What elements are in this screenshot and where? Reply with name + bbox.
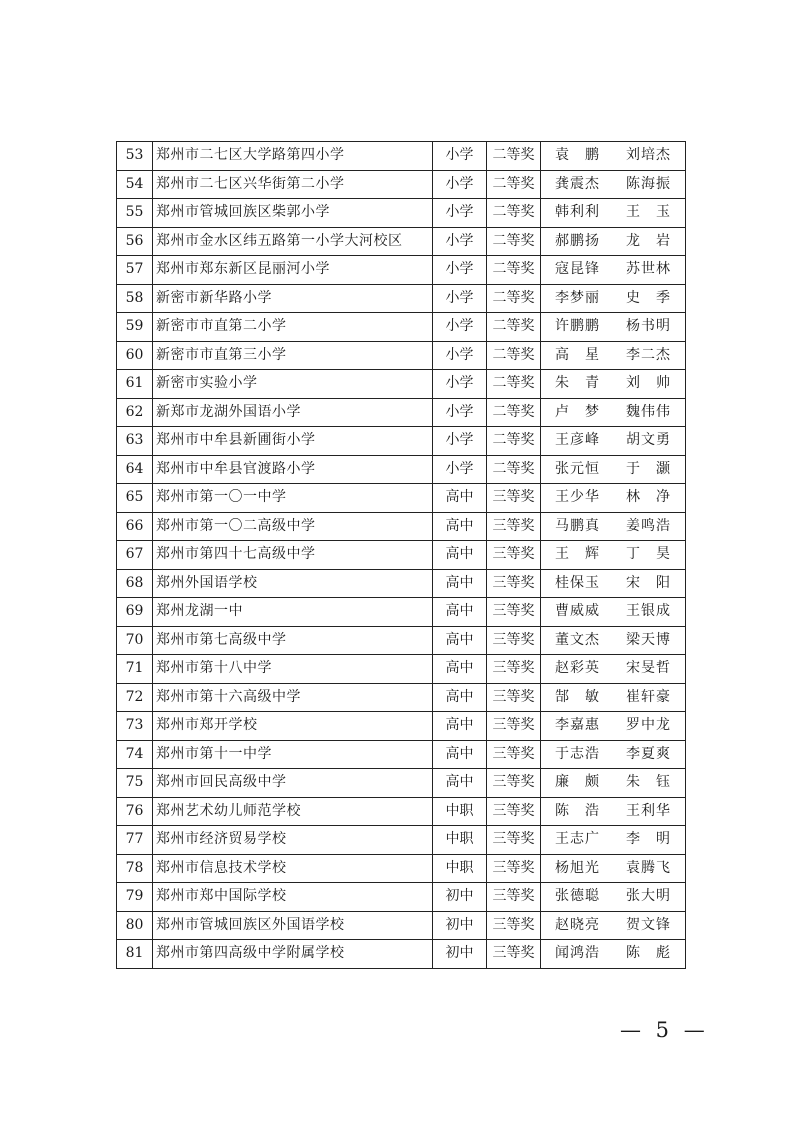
school-level-cell: 小学 bbox=[433, 398, 487, 427]
school-level-cell: 初中 bbox=[433, 940, 487, 969]
row-number-cell: 64 bbox=[117, 455, 153, 484]
row-number-cell: 61 bbox=[117, 370, 153, 399]
winner-name-2: 崔轩豪 bbox=[626, 688, 671, 705]
school-level-cell: 高中 bbox=[433, 626, 487, 655]
winner-name-2: 刘 帅 bbox=[626, 375, 671, 391]
winner-name-2: 梁天博 bbox=[626, 631, 671, 648]
school-level-cell: 小学 bbox=[433, 199, 487, 228]
winner-names-cell bbox=[541, 683, 686, 712]
school-level-cell: 初中 bbox=[433, 883, 487, 912]
school-level-cell: 小学 bbox=[433, 313, 487, 342]
table-row bbox=[117, 911, 686, 940]
winner-names-cell bbox=[541, 712, 686, 741]
winner-name-1: 董文杰 bbox=[555, 631, 600, 648]
school-name-cell: 郑州市中牟县新圃街小学 bbox=[153, 427, 433, 456]
row-number-cell: 72 bbox=[117, 683, 153, 712]
winner-name-1: 王 辉 bbox=[555, 546, 600, 562]
school-level-cell: 小学 bbox=[433, 455, 487, 484]
school-name-cell: 郑州市第七高级中学 bbox=[153, 626, 433, 655]
school-level-cell: 小学 bbox=[433, 341, 487, 370]
winner-name-2: 杨书明 bbox=[626, 318, 671, 334]
winner-name-1: 李嘉惠 bbox=[555, 717, 600, 733]
table-row bbox=[117, 455, 686, 484]
winner-name-1: 许鹏鹏 bbox=[555, 318, 600, 334]
row-number-cell: 59 bbox=[117, 313, 153, 342]
school-name-cell: 郑州外国语学校 bbox=[153, 569, 433, 598]
row-number-cell: 80 bbox=[117, 911, 153, 940]
winner-name-1: 闻鸿浩 bbox=[555, 945, 600, 961]
winner-names-cell bbox=[541, 427, 686, 456]
award-level-cell: 三等奖 bbox=[487, 712, 541, 741]
table-row bbox=[117, 427, 686, 456]
winner-name-2: 王银成 bbox=[626, 603, 671, 619]
school-name-cell: 郑州龙湖一中 bbox=[153, 598, 433, 627]
school-name-cell: 郑州市管城回族区外国语学校 bbox=[153, 911, 433, 940]
winner-names-cell bbox=[541, 911, 686, 940]
school-level-cell: 小学 bbox=[433, 284, 487, 313]
award-level-cell: 三等奖 bbox=[487, 940, 541, 969]
winner-name-2: 王 玉 bbox=[626, 204, 671, 220]
table-row bbox=[117, 256, 686, 285]
winner-name-2: 龙 岩 bbox=[626, 232, 671, 249]
winner-name-2: 于 灏 bbox=[626, 460, 671, 477]
school-name-cell: 郑州市第一〇一中学 bbox=[153, 484, 433, 513]
table-row bbox=[117, 769, 686, 798]
row-number-cell: 70 bbox=[117, 626, 153, 655]
award-level-cell: 三等奖 bbox=[487, 626, 541, 655]
winner-name-2: 史 季 bbox=[626, 289, 671, 306]
school-level-cell: 高中 bbox=[433, 740, 487, 769]
school-level-cell: 中职 bbox=[433, 854, 487, 883]
award-level-cell: 二等奖 bbox=[487, 142, 541, 171]
school-level-cell: 小学 bbox=[433, 370, 487, 399]
award-level-cell: 三等奖 bbox=[487, 683, 541, 712]
winner-names-cell bbox=[541, 512, 686, 541]
school-name-cell: 郑州市回民高级中学 bbox=[153, 769, 433, 798]
winner-name-1: 王彦峰 bbox=[555, 432, 600, 448]
row-number-cell: 68 bbox=[117, 569, 153, 598]
school-level-cell: 高中 bbox=[433, 512, 487, 541]
row-number-cell: 62 bbox=[117, 398, 153, 427]
school-level-cell: 小学 bbox=[433, 427, 487, 456]
winner-name-1: 曹威威 bbox=[555, 603, 600, 619]
winner-names-cell bbox=[541, 940, 686, 969]
winner-name-2: 苏世林 bbox=[626, 261, 671, 277]
winner-name-1: 王志广 bbox=[555, 831, 600, 847]
row-number-cell: 71 bbox=[117, 655, 153, 684]
school-name-cell: 郑州市信息技术学校 bbox=[153, 854, 433, 883]
winner-name-2: 张大明 bbox=[626, 888, 671, 904]
row-number-cell: 60 bbox=[117, 341, 153, 370]
winner-names-cell bbox=[541, 142, 686, 171]
award-level-cell: 三等奖 bbox=[487, 769, 541, 798]
winner-names-cell bbox=[541, 598, 686, 627]
winner-name-1: 杨旭光 bbox=[555, 859, 600, 876]
school-level-cell: 中职 bbox=[433, 797, 487, 826]
school-name-cell: 新密市市直第三小学 bbox=[153, 341, 433, 370]
row-number-cell: 74 bbox=[117, 740, 153, 769]
table-row bbox=[117, 569, 686, 598]
award-level-cell: 二等奖 bbox=[487, 227, 541, 256]
table-row bbox=[117, 142, 686, 171]
table-row bbox=[117, 512, 686, 541]
school-name-cell: 郑州市二七区大学路第四小学 bbox=[153, 142, 433, 171]
row-number-cell: 76 bbox=[117, 797, 153, 826]
award-level-cell: 三等奖 bbox=[487, 883, 541, 912]
school-name-cell: 郑州市第一〇二高级中学 bbox=[153, 512, 433, 541]
school-level-cell: 高中 bbox=[433, 541, 487, 570]
winner-names-cell bbox=[541, 484, 686, 513]
winner-name-2: 袁腾飞 bbox=[626, 859, 671, 876]
winner-names-cell bbox=[541, 227, 686, 256]
winner-name-2: 陈海振 bbox=[626, 175, 671, 192]
winner-names-cell bbox=[541, 797, 686, 826]
winner-name-1: 卢 梦 bbox=[555, 403, 600, 420]
winner-name-1: 李梦丽 bbox=[555, 289, 600, 306]
school-level-cell: 高中 bbox=[433, 569, 487, 598]
winner-names-cell bbox=[541, 256, 686, 285]
row-number-cell: 53 bbox=[117, 142, 153, 171]
winner-name-1: 张元恒 bbox=[555, 460, 600, 477]
winner-names-cell bbox=[541, 199, 686, 228]
school-name-cell: 郑州市金水区纬五路第一小学大河校区 bbox=[153, 227, 433, 256]
winner-name-2: 宋旻哲 bbox=[626, 660, 671, 676]
row-number-cell: 78 bbox=[117, 854, 153, 883]
page-number: — 5 — bbox=[620, 1018, 709, 1042]
winner-name-1: 赵晓亮 bbox=[555, 916, 600, 933]
table-row bbox=[117, 655, 686, 684]
school-name-cell: 郑州市第十八中学 bbox=[153, 655, 433, 684]
winner-name-1: 廉 颇 bbox=[555, 774, 600, 790]
school-level-cell: 高中 bbox=[433, 484, 487, 513]
winner-name-1: 寇昆锋 bbox=[555, 261, 600, 277]
row-number-cell: 67 bbox=[117, 541, 153, 570]
table-row bbox=[117, 398, 686, 427]
winner-name-2: 丁 昊 bbox=[626, 546, 671, 562]
school-name-cell: 郑州市第十六高级中学 bbox=[153, 683, 433, 712]
award-level-cell: 三等奖 bbox=[487, 569, 541, 598]
award-level-cell: 三等奖 bbox=[487, 797, 541, 826]
school-level-cell: 小学 bbox=[433, 170, 487, 199]
award-level-cell: 三等奖 bbox=[487, 854, 541, 883]
winner-names-cell bbox=[541, 370, 686, 399]
award-level-cell: 二等奖 bbox=[487, 427, 541, 456]
table-row bbox=[117, 883, 686, 912]
table-row bbox=[117, 313, 686, 342]
winner-name-1: 韩利利 bbox=[555, 204, 600, 220]
award-list-table bbox=[116, 141, 686, 969]
table-row bbox=[117, 541, 686, 570]
row-number-cell: 63 bbox=[117, 427, 153, 456]
school-level-cell: 中职 bbox=[433, 826, 487, 855]
table-row bbox=[117, 826, 686, 855]
school-name-cell: 郑州市郑中国际学校 bbox=[153, 883, 433, 912]
table-row bbox=[117, 712, 686, 741]
award-level-cell: 三等奖 bbox=[487, 512, 541, 541]
winner-names-cell bbox=[541, 826, 686, 855]
award-level-cell: 三等奖 bbox=[487, 655, 541, 684]
winner-name-1: 陈 浩 bbox=[555, 802, 600, 819]
school-name-cell: 郑州艺术幼儿师范学校 bbox=[153, 797, 433, 826]
school-name-cell: 郑州市第四高级中学附属学校 bbox=[153, 940, 433, 969]
award-level-cell: 二等奖 bbox=[487, 341, 541, 370]
award-list-body bbox=[117, 142, 686, 969]
winner-names-cell bbox=[541, 626, 686, 655]
row-number-cell: 66 bbox=[117, 512, 153, 541]
winner-name-2: 宋 阳 bbox=[626, 574, 671, 591]
school-name-cell: 郑州市中牟县官渡路小学 bbox=[153, 455, 433, 484]
row-number-cell: 81 bbox=[117, 940, 153, 969]
winner-name-2: 朱 钰 bbox=[626, 774, 671, 790]
winner-name-1: 高 星 bbox=[555, 346, 600, 363]
award-level-cell: 三等奖 bbox=[487, 598, 541, 627]
winner-name-2: 胡文勇 bbox=[626, 432, 671, 448]
school-level-cell: 高中 bbox=[433, 683, 487, 712]
row-number-cell: 69 bbox=[117, 598, 153, 627]
school-name-cell: 郑州市二七区兴华街第二小学 bbox=[153, 170, 433, 199]
winner-name-1: 于志浩 bbox=[555, 745, 600, 762]
table-row bbox=[117, 227, 686, 256]
winner-name-2: 魏伟伟 bbox=[626, 403, 671, 420]
school-name-cell: 新密市市直第二小学 bbox=[153, 313, 433, 342]
winner-name-1: 朱 青 bbox=[555, 375, 600, 391]
winner-name-2: 姜鸣浩 bbox=[626, 517, 671, 534]
school-name-cell: 郑州市第四十七高级中学 bbox=[153, 541, 433, 570]
school-name-cell: 新密市实验小学 bbox=[153, 370, 433, 399]
table-row bbox=[117, 284, 686, 313]
winner-name-1: 龚震杰 bbox=[555, 175, 600, 192]
winner-name-2: 李 明 bbox=[626, 831, 671, 847]
winner-names-cell bbox=[541, 854, 686, 883]
winner-name-2: 李二杰 bbox=[626, 346, 671, 363]
table-row bbox=[117, 484, 686, 513]
winner-name-1: 袁 鹏 bbox=[555, 147, 600, 163]
winner-name-2: 王利华 bbox=[626, 802, 671, 819]
row-number-cell: 57 bbox=[117, 256, 153, 285]
award-level-cell: 三等奖 bbox=[487, 911, 541, 940]
award-level-cell: 三等奖 bbox=[487, 826, 541, 855]
table-row bbox=[117, 854, 686, 883]
school-level-cell: 高中 bbox=[433, 655, 487, 684]
winner-name-1: 赵彩英 bbox=[555, 660, 600, 676]
row-number-cell: 73 bbox=[117, 712, 153, 741]
award-level-cell: 二等奖 bbox=[487, 170, 541, 199]
school-level-cell: 小学 bbox=[433, 227, 487, 256]
winner-name-2: 刘培杰 bbox=[626, 147, 671, 163]
school-name-cell: 新密市新华路小学 bbox=[153, 284, 433, 313]
winner-names-cell bbox=[541, 655, 686, 684]
table-row bbox=[117, 199, 686, 228]
winner-names-cell bbox=[541, 455, 686, 484]
winner-names-cell bbox=[541, 569, 686, 598]
row-number-cell: 55 bbox=[117, 199, 153, 228]
winner-names-cell bbox=[541, 341, 686, 370]
row-number-cell: 65 bbox=[117, 484, 153, 513]
winner-names-cell bbox=[541, 170, 686, 199]
winner-name-2: 罗中龙 bbox=[626, 717, 671, 733]
school-level-cell: 小学 bbox=[433, 142, 487, 171]
school-name-cell: 郑州市郑开学校 bbox=[153, 712, 433, 741]
winner-names-cell bbox=[541, 740, 686, 769]
row-number-cell: 56 bbox=[117, 227, 153, 256]
winner-name-1: 桂保玉 bbox=[555, 574, 600, 591]
award-level-cell: 二等奖 bbox=[487, 313, 541, 342]
row-number-cell: 58 bbox=[117, 284, 153, 313]
school-level-cell: 高中 bbox=[433, 598, 487, 627]
award-level-cell: 二等奖 bbox=[487, 199, 541, 228]
row-number-cell: 54 bbox=[117, 170, 153, 199]
school-level-cell: 小学 bbox=[433, 256, 487, 285]
winner-name-1: 马鹏真 bbox=[555, 517, 600, 534]
row-number-cell: 77 bbox=[117, 826, 153, 855]
school-name-cell: 郑州市第十一中学 bbox=[153, 740, 433, 769]
winner-name-2: 陈 彪 bbox=[626, 945, 671, 961]
table-row bbox=[117, 940, 686, 969]
award-level-cell: 三等奖 bbox=[487, 740, 541, 769]
table-row bbox=[117, 797, 686, 826]
winner-name-2: 林 净 bbox=[626, 489, 671, 505]
school-name-cell: 新郑市龙湖外国语小学 bbox=[153, 398, 433, 427]
school-level-cell: 高中 bbox=[433, 712, 487, 741]
award-level-cell: 三等奖 bbox=[487, 541, 541, 570]
school-level-cell: 初中 bbox=[433, 911, 487, 940]
winner-names-cell bbox=[541, 284, 686, 313]
row-number-cell: 75 bbox=[117, 769, 153, 798]
school-name-cell: 郑州市管城回族区柴郭小学 bbox=[153, 199, 433, 228]
winner-names-cell bbox=[541, 769, 686, 798]
table-row bbox=[117, 683, 686, 712]
table-row bbox=[117, 740, 686, 769]
winner-names-cell bbox=[541, 541, 686, 570]
award-level-cell: 二等奖 bbox=[487, 455, 541, 484]
winner-name-2: 李夏爽 bbox=[626, 745, 671, 762]
row-number-cell: 79 bbox=[117, 883, 153, 912]
winner-name-2: 贺文锋 bbox=[626, 916, 671, 933]
winner-names-cell bbox=[541, 883, 686, 912]
award-level-cell: 二等奖 bbox=[487, 370, 541, 399]
winner-name-1: 王少华 bbox=[555, 489, 600, 505]
winner-name-1: 张德聪 bbox=[555, 888, 600, 904]
award-level-cell: 二等奖 bbox=[487, 398, 541, 427]
table-row bbox=[117, 341, 686, 370]
winner-name-1: 郜 敏 bbox=[555, 688, 600, 705]
school-level-cell: 高中 bbox=[433, 769, 487, 798]
table-row bbox=[117, 370, 686, 399]
award-level-cell: 二等奖 bbox=[487, 284, 541, 313]
award-level-cell: 二等奖 bbox=[487, 256, 541, 285]
winner-name-1: 郝鹏扬 bbox=[555, 232, 600, 249]
winner-names-cell bbox=[541, 313, 686, 342]
table-row bbox=[117, 170, 686, 199]
table-row bbox=[117, 598, 686, 627]
school-name-cell: 郑州市郑东新区昆丽河小学 bbox=[153, 256, 433, 285]
table-row bbox=[117, 626, 686, 655]
award-level-cell: 三等奖 bbox=[487, 484, 541, 513]
winner-names-cell bbox=[541, 398, 686, 427]
school-name-cell: 郑州市经济贸易学校 bbox=[153, 826, 433, 855]
